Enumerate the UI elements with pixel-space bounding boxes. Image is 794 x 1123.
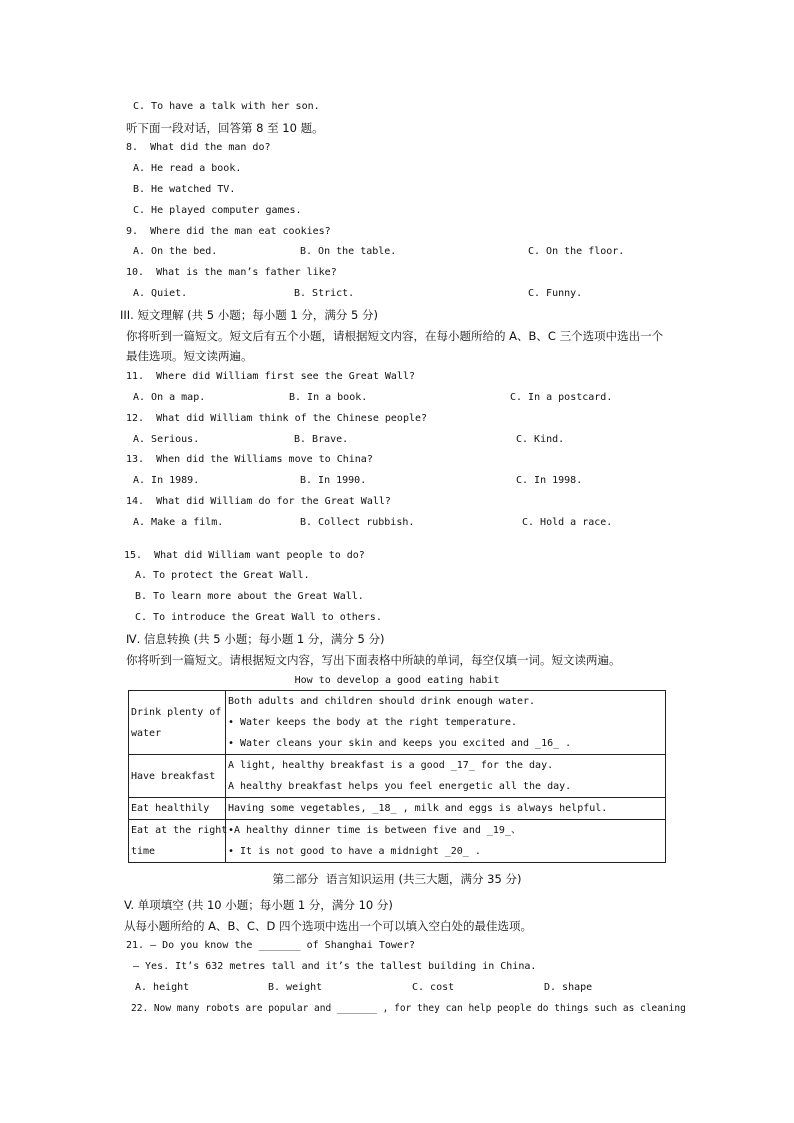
q11-option-c: C. In a postcard. [510, 392, 613, 403]
dialog-instruction: 听下面一段对话，回答第 8 至 10 题。 [126, 121, 324, 135]
row-content-line: A healthy breakfast helps you feel energetic all the day. [228, 781, 572, 792]
q21-option-a: A. height [135, 982, 190, 993]
row-key [129, 755, 226, 798]
section4-intro: 你将听到一篇短文。请根据短文内容，写出下面表格中所缺的单词，每空仅填一词。短文读两遍。 [126, 653, 621, 667]
q21-option-c: C. cost [412, 982, 455, 993]
q21-options [0, 981, 794, 995]
row-key-line: Eat at the right [131, 825, 228, 836]
row-content-line: A light, healthy breakfast is a good _17_ for the day. [228, 760, 554, 771]
table-row [129, 691, 666, 755]
q12-option-c: C. Kind. [516, 434, 565, 445]
q13-option-b: B. In 1990. [300, 475, 367, 486]
q10-option-a: A. Quiet. [133, 288, 188, 299]
q12-option-b: B. Brave. [294, 434, 349, 445]
q8-option-c: C. He played computer games. [133, 205, 302, 216]
q8-option-b: B. He watched TV. [133, 184, 236, 195]
q13-option-a: A. In 1989. [133, 475, 200, 486]
q10-stem: 10. What is the man’s father like? [126, 267, 337, 278]
q12-options [0, 433, 794, 447]
table-row [129, 755, 666, 798]
row-key [129, 691, 226, 755]
row-content-line: • It is not good to have a midnight _20_ . [228, 846, 481, 857]
q8-option-a: A. He read a book. [133, 163, 242, 174]
table-title: How to develop a good eating habit [294, 675, 500, 686]
q10-option-b: B. Strict. [294, 288, 355, 299]
eating-habit-table [128, 690, 666, 863]
q9-option-a: A. On the bed. [133, 246, 218, 257]
row-content-line: • Water keeps the body at the right temperature. [228, 717, 517, 728]
q22-stem: 22. Now many robots are popular and _______ , for they can help people do things such as cleaning [131, 1003, 686, 1014]
q12-stem: 12. What did William think of the Chinese people? [126, 413, 428, 424]
row-key [129, 820, 226, 863]
section4-heading: Ⅳ. 信息转换 (共 5 小题；每小题 1 分，满分 5 分) [126, 632, 385, 646]
q21-option-d: D. shape [544, 982, 593, 993]
q10-options [0, 287, 794, 301]
q15-stem: 15. What did William want people to do? [124, 550, 365, 561]
row-content-line: Having some vegetables, _18_ , milk and eggs is always helpful. [228, 803, 608, 814]
q21-stem: 21. — Do you know the _______ of Shanghai Tower? [126, 940, 415, 951]
row-key-line: Drink plenty of [131, 706, 222, 718]
q13-stem: 13. When did the Williams move to China? [126, 454, 373, 465]
section3-intro-line2: 最佳选项。短文读两遍。 [126, 349, 253, 363]
row-content [226, 798, 666, 820]
table-row [129, 798, 666, 820]
row-key-line: Have breakfast [131, 770, 216, 782]
q12-option-a: A. Serious. [133, 434, 200, 445]
q14-option-a: A. Make a film. [133, 517, 224, 528]
row-content-line: Both adults and children should drink enough water. [228, 696, 536, 707]
q15-option-a: A. To protect the Great Wall. [135, 570, 310, 581]
q21-option-b: B. weight [268, 982, 323, 993]
section3-intro-line1: 你将听到一篇短文。短文后有五个小题，请根据短文内容，在每小题所给的 A、B、C 三个选项中选出一个 [126, 329, 664, 343]
q15-option-b: B. To learn more about the Great Wall. [135, 591, 364, 602]
section5-heading: V. 单项填空 (共 10 小题；每小题 1 分，满分 10 分) [124, 898, 393, 912]
q13-options [0, 474, 794, 488]
row-key [129, 798, 226, 820]
q9-stem: 9. Where did the man eat cookies? [126, 226, 331, 237]
q13-option-c: C. In 1998. [516, 475, 583, 486]
q9-option-b: B. On the table. [300, 246, 397, 257]
row-content-line: • Water cleans your skin and keeps you excited and _16_ . [228, 738, 572, 749]
q11-options [0, 391, 794, 405]
q14-options [0, 516, 794, 530]
row-key-line: water [131, 727, 162, 739]
row-content [226, 691, 666, 755]
q10-option-c: C. Funny. [528, 288, 583, 299]
q15-option-c: C. To introduce the Great Wall to others. [135, 612, 382, 623]
q11-option-a: A. On a map. [133, 392, 206, 403]
q14-option-c: C. Hold a race. [522, 517, 613, 528]
q21-response: — Yes. It’s 632 metres tall and it’s the tallest building in China. [133, 961, 537, 972]
q8-stem: 8. What did the man do? [126, 142, 271, 153]
part2-heading: 第二部分 语言知识运用 (共三大题，满分 35 分) [272, 872, 522, 886]
table-row [129, 820, 666, 863]
q14-stem: 14. What did William do for the Great Wall? [126, 496, 391, 507]
row-key-line: Eat healthily [131, 803, 210, 814]
section3-heading: III. 短文理解 (共 5 小题；每小题 1 分，满分 5 分) [120, 308, 378, 322]
q14-option-b: B. Collect rubbish. [300, 517, 415, 528]
row-key-line: time [131, 846, 156, 857]
q7-option-c: C. To have a talk with her son. [133, 101, 320, 112]
row-content [226, 755, 666, 798]
row-content-line: •A healthy dinner time is between five and _19_、 [228, 825, 521, 836]
q9-option-c: C. On the floor. [528, 246, 625, 257]
section5-intro: 从每小题所给的 A、B、C、D 四个选项中选出一个可以填入空白处的最佳选项。 [124, 919, 532, 933]
q11-stem: 11. Where did William first see the Great Wall? [126, 371, 415, 382]
q11-option-b: B. In a book. [289, 392, 368, 403]
q9-options [0, 245, 794, 259]
row-content [226, 820, 666, 863]
